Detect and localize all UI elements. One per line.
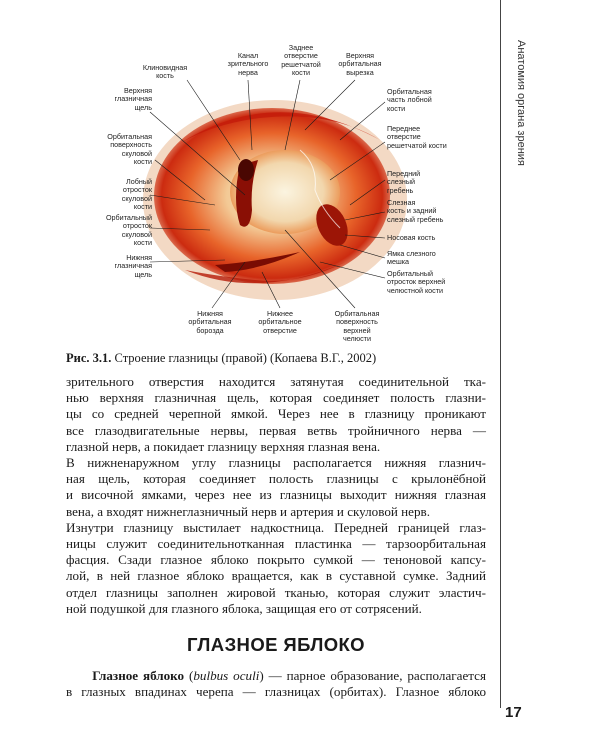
label-nasal-bone: Носовая кость <box>387 233 436 242</box>
paragraph-line: зрительного отверстия находится затянутая соединительной тка- <box>66 374 486 389</box>
label-sphenoid-bone: Клиновидная кость <box>142 63 188 81</box>
label-inferior-orbital-fissure: Нижняя глазничная щель <box>114 253 152 279</box>
label-optic-canal: Канал зрительного нерва <box>227 51 269 77</box>
paragraph-line: отдел глазницы заполнен жировой тканью, которая служит эластич- <box>66 584 486 600</box>
label-anterior-lacrimal-crest: Передний слезный гребень <box>387 169 421 195</box>
paragraph-line: ной подушкой для глазного яблока, защищая его от сотрясений. <box>66 600 422 616</box>
label-frontal-bone-orbital-part: Орбитальная часть лобной кости <box>387 87 432 113</box>
label-lacrimal-sac-fossa: Ямка слезного мешка <box>387 249 436 267</box>
label-zygomatic-orbital-surface: Орбитальная поверхность скуловой кости <box>107 132 152 167</box>
term-bold: Глазное яблоко <box>92 668 185 683</box>
term-latin: bulbus oculi <box>193 668 260 683</box>
label-frontal-process-zygomatic: Лобный отросток скуловой кости <box>121 177 152 212</box>
paragraph-line: ницы служит соединительнотканная пластинка — тарзоорбитальная <box>66 536 486 552</box>
paragraph-line: фасция. Сзади глазное яблоко покрыто сумкой — теноновой капсу- <box>66 552 486 568</box>
label-superior-orbital-fissure: Верхняя глазничная щель <box>114 86 152 112</box>
paragraph-line: и височной ямками, через нее из глазницы выходит нижняя глазная <box>66 487 486 503</box>
label-infraorbital-foramen: Нижнее орбитальное отверстие <box>258 309 302 335</box>
label-lacrimal-bone: Слезная кость и задний слезный гребень <box>387 198 444 224</box>
paragraph-line: ная щель, которая соединяет полость глазницы с крылонёбной <box>66 471 486 487</box>
paragraph-line: глазной нерв, а покидает глазницу верхняя глазная вена. <box>66 438 381 454</box>
orbit-figure <box>0 0 600 345</box>
caption-text: Строение глазницы (правой) (Копаева В.Г., 2002) <box>111 351 377 365</box>
paragraph-line: цы со средней черепной ямкой. Через нее в глазницу проникают <box>66 406 486 422</box>
label-infraorbital-groove: Нижняя орбитальная борозда <box>188 309 232 335</box>
figure-caption <box>66 351 376 366</box>
paragraph-line-first <box>66 668 486 684</box>
label-maxilla-orbital-surface: Орбитальная поверхность верхней челюсти <box>334 309 380 344</box>
section-heading: ГЛАЗНОЕ ЯБЛОКО <box>187 634 365 655</box>
term-rest: ) — парное образование, располагается <box>259 668 486 683</box>
label-posterior-ethmoid-foramen: Заднее отверстие решетчатой кости <box>281 43 321 78</box>
main-paragraph <box>66 374 486 617</box>
paragraph-line: нью верхняя глазничная щель, которая соединяет полость глазни- <box>66 390 486 406</box>
caption-label: Рис. 3.1. <box>66 351 112 365</box>
running-head: Анатомия органа зрения <box>515 40 527 166</box>
paragraph-line: вена, а входят нижнеглазничный нерв и артерия и скуловой нерв. <box>66 503 430 519</box>
paragraph-line: В нижненаружном углу глазницы располагается нижняя глазнич- <box>66 455 486 471</box>
optic-canal <box>238 159 254 181</box>
label-maxilla-orbital-process: Орбитальный отросток верхней челюстной кости <box>387 269 446 295</box>
label-orbital-process-zygomatic: Орбитальный отросток скуловой кости <box>105 213 152 248</box>
sidebar-rule <box>500 0 501 708</box>
paragraph-line: все глазодвигательные нервы, первая ветвь тройничного нерва — <box>66 422 486 438</box>
paragraph-line: в глазных впадинах черепа — глазницах (орбитах). Глазное яблоко <box>66 684 486 700</box>
label-anterior-ethmoid-foramen: Переднее отверстие решетчатой кости <box>387 124 447 150</box>
latin-open: ( <box>184 668 194 683</box>
paragraph-line: лой, в ней глазное яблоко вращается, как в суставной сумке. Задний <box>66 568 486 584</box>
page-number: 17 <box>505 704 522 721</box>
paragraph-line: Изнутри глазницу выстилает надкостница. Передней границей глаз- <box>66 519 486 535</box>
second-paragraph <box>66 668 486 700</box>
label-supraorbital-notch: Верхняя орбитальная вырезка <box>338 51 382 77</box>
